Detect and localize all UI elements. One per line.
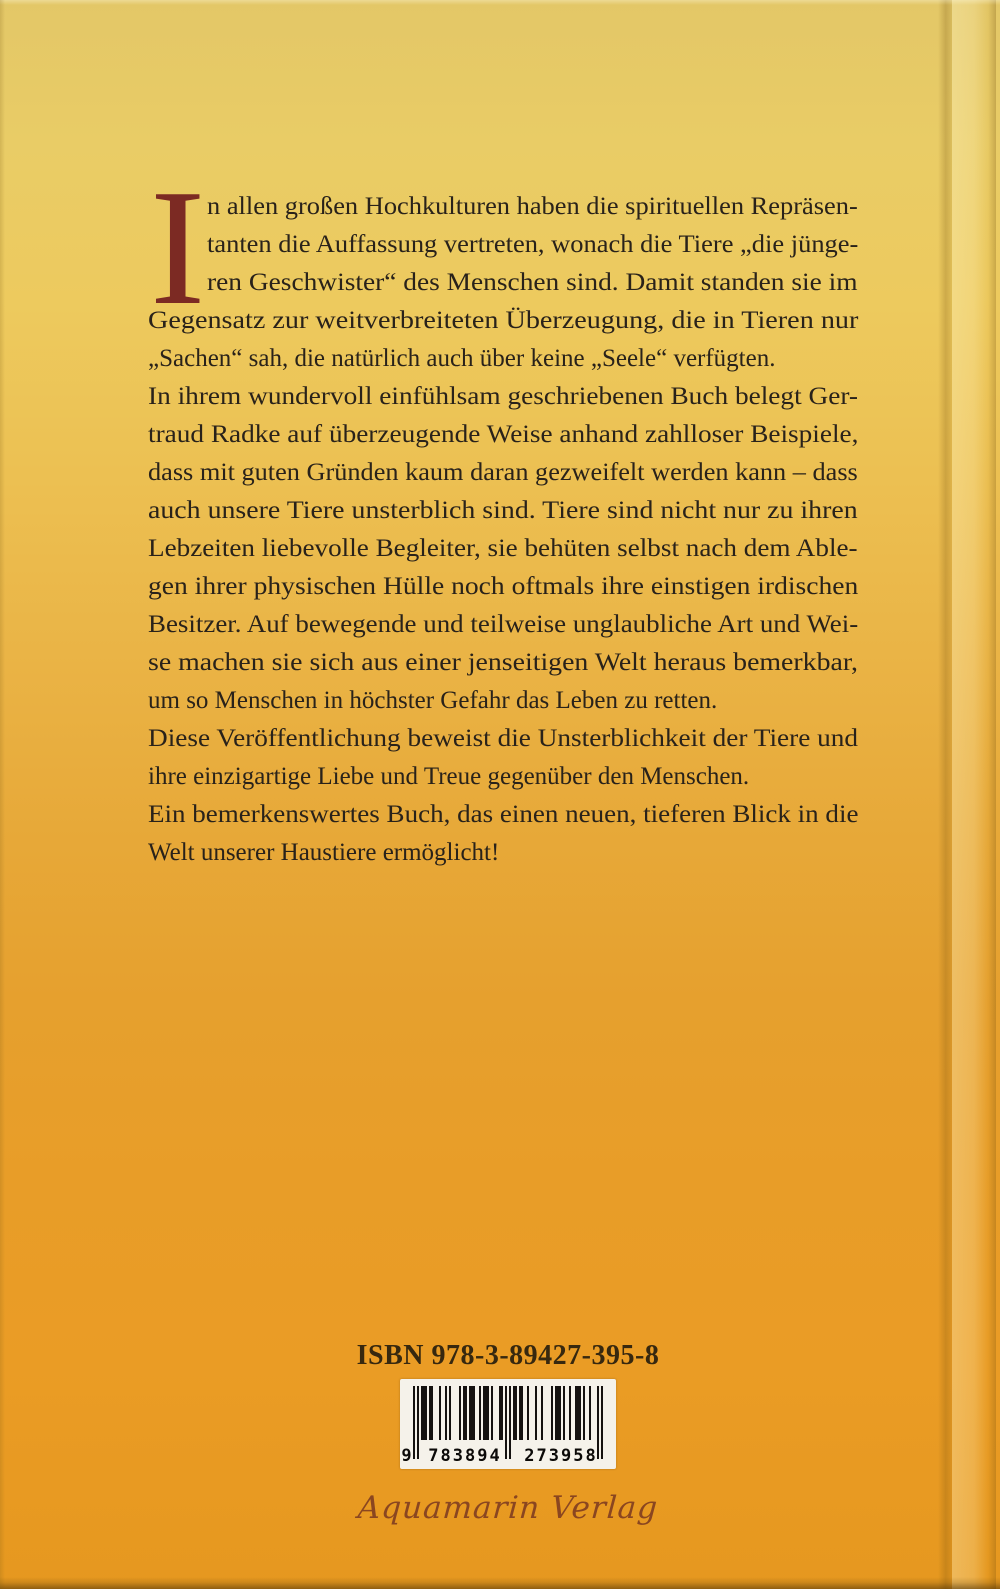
drop-cap-letter: I: [150, 155, 206, 339]
blurb-line: um so Menschen in höchster Gefahr das Leben zu retten.: [148, 687, 718, 714]
blurb-line: Ein bemerkenswertes Buch, das einen neuen, tieferen Blick in die: [148, 801, 859, 828]
blurb-line: dass mit guten Gründen kaum daran gezweifelt werden kann – dass: [148, 459, 858, 486]
cover-bottom-shadow: [0, 1577, 1000, 1589]
blurb-line: ihre einzigartige Liebe und Treue gegenüber den Menschen.: [148, 763, 750, 790]
barcode-digits: [400, 1446, 616, 1466]
cover-top-highlight: [0, 0, 1000, 5]
blurb-line: „Sachen“ sah, die natürlich auch über keine „Seele“ verfügten.: [148, 345, 776, 372]
blurb-line: traud Radke auf überzeugende Weise anhand zahlloser Beispiele,: [148, 421, 859, 448]
barcode: [400, 1379, 616, 1469]
blurb-line: auch unsere Tiere unsterblich sind. Tiere sind nicht nur zu ihren: [148, 497, 858, 524]
blurb-line: n allen großen Hochkulturen haben die spirituellen Repräsen-: [207, 193, 858, 220]
blurb-line: tanten die Auffassung vertreten, wonach die Tiere „die jünge-: [207, 231, 859, 258]
blurb-line: In ihrem wundervoll einfühlsam geschriebenen Buch belegt Ger-: [148, 383, 858, 410]
blurb-line: Gegensatz zur weitverbreiteten Überzeugung, die in Tieren nur: [148, 307, 859, 334]
isbn-text: ISBN 978-3-89427-395-8: [356, 1340, 660, 1371]
blurb-line: gen ihrer physischen Hülle noch oftmals ihre einstigen irdischen: [148, 573, 859, 600]
cover-edge-highlight: [952, 0, 996, 1589]
blurb-line: ren Geschwister“ des Menschen sind. Damit standen sie im: [207, 269, 858, 296]
cover-left-shadow: [0, 0, 5, 1589]
blurb-line: Diese Veröffentlichung beweist die Unsterblichkeit der Tiere und: [148, 725, 859, 752]
barcode-left-group: 783894: [428, 1446, 502, 1466]
publisher-logotype: Aquamarin Verlag: [356, 1490, 660, 1526]
blurb-line: Welt unserer Haustiere ermöglicht!: [148, 839, 500, 866]
barcode-first-digit: 9: [401, 1446, 412, 1466]
blurb-line: Besitzer. Auf bewegende und teilweise unglaubliche Art und Wei-: [148, 611, 859, 638]
blurb-text-block: [148, 155, 859, 872]
cover-spine-shadow: [938, 0, 952, 1589]
blurb-line: Lebzeiten liebevolle Begleiter, sie behüten selbst nach dem Able-: [148, 535, 858, 562]
blurb-lines: [148, 188, 858, 872]
blurb-line: se machen sie sich aus einer jenseitigen Welt heraus bemerkbar,: [148, 649, 858, 676]
barcode-right-group: 273958: [524, 1446, 598, 1466]
